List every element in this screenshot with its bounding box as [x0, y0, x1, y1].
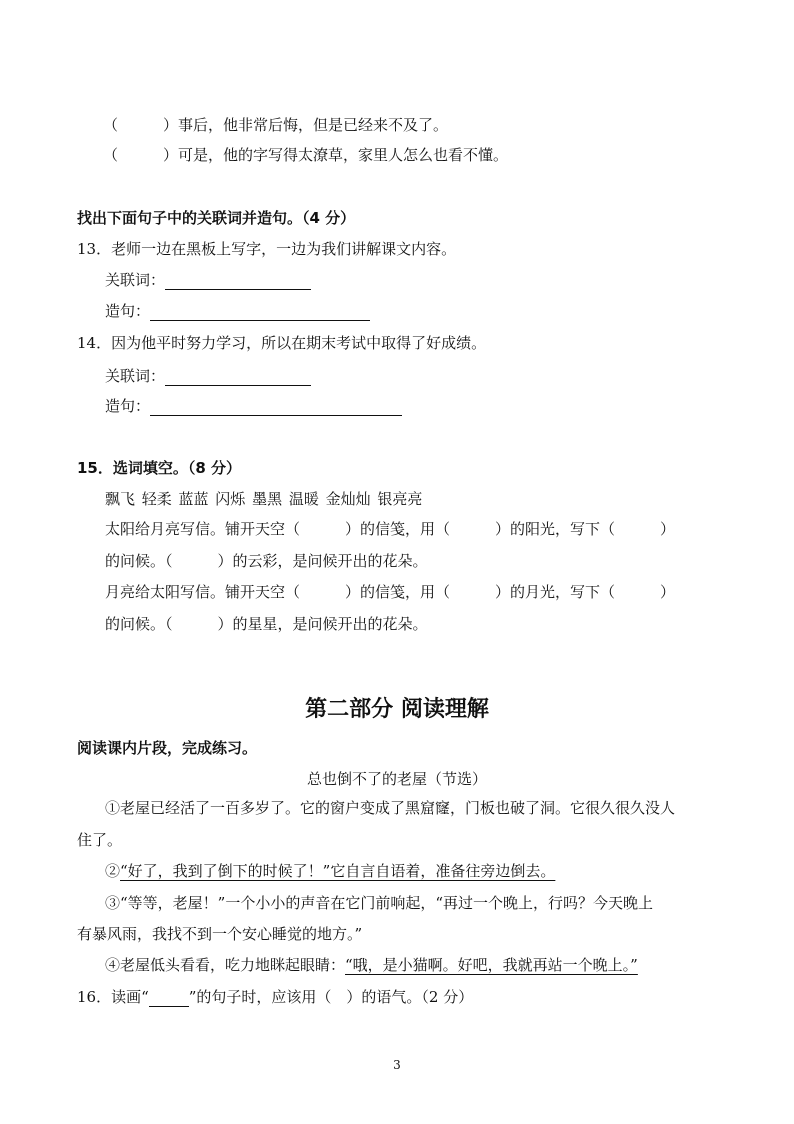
question-15-heading: 15．选词填空。（8 分） — [77, 459, 242, 477]
conj-label: 关联词： — [105, 271, 166, 289]
q15-word-bank: 飘飞 轻柔 蓝蓝 闪烁 墨黑 温暖 金灿灿 银亮亮 — [105, 490, 423, 508]
q15-line2: 的问候。（ ）的云彩，是问候开出的花朵。 — [105, 552, 428, 570]
paragraph-1b: 住了。 — [77, 831, 123, 849]
sentence-blank[interactable] — [150, 399, 402, 416]
q16-text-a: 16．读画“ — [77, 988, 149, 1006]
p2-underlined-sentence: “好了，我到了倒下的时候了！”它自言自语着，准备往旁边倒去。 — [120, 862, 556, 880]
q15-line1: 太阳给月亮写信。铺开天空（ ）的信笺，用（ ）的阳光，写下（ ） — [105, 520, 676, 538]
p4-underlined-sentence: “哦，是小猫啊。好吧，我就再站一个晚上。” — [345, 956, 638, 974]
p2-number: ② — [105, 862, 121, 880]
question-16 — [77, 987, 473, 1007]
paragraph-1a: ①老屋已经活了一百多岁了。它的窗户变成了黑窟窿，门板也破了洞。它很久很久没人 — [105, 799, 676, 817]
q15-line4: 的问候。（ ）的星星，是问候开出的花朵。 — [105, 615, 428, 633]
paragraph-3b: 有暴风雨，我找不到一个安心睡觉的地方。” — [77, 925, 363, 943]
q13-conj-row — [105, 270, 311, 290]
conj-label: 关联词： — [105, 367, 166, 385]
part2-title: 第二部分 阅读理解 — [305, 697, 489, 722]
section-find-heading: 找出下面句子中的关联词并造句。（4 分） — [77, 209, 356, 227]
question-14: 14．因为他平时努力学习，所以在期末考试中取得了好成绩。 — [77, 334, 487, 352]
sentence-label: 造句： — [105, 397, 151, 415]
q16-text-b: ”的句子时，应该用（ ）的语气。（2 分） — [188, 988, 474, 1006]
q13-sentence-row — [105, 301, 370, 321]
q14-conj-row — [105, 366, 311, 386]
paragraph-3a: ③“等等，老屋！”一个小小的声音在它门前响起，“再过一个晚上，行吗？今天晚上 — [105, 894, 654, 912]
q15-line3: 月亮给太阳写信。铺开天空（ ）的信笺，用（ ）的月光，写下（ ） — [105, 583, 676, 601]
question-13: 13．老师一边在黑板上写字，一边为我们讲解课文内容。 — [77, 240, 457, 258]
passage-title: 总也倒不了的老屋（节选） — [306, 770, 487, 788]
reading-instruction: 阅读课内片段，完成练习。 — [77, 739, 258, 757]
paragraph-2 — [105, 861, 555, 881]
conj-blank[interactable] — [165, 273, 311, 290]
q16-underline-marker — [149, 990, 189, 1007]
conj-blank[interactable] — [165, 369, 311, 386]
q12-line1: （ ）事后，他非常后悔，但是已经来不及了。 — [103, 116, 449, 134]
sentence-label: 造句： — [105, 302, 151, 320]
sentence-blank[interactable] — [150, 304, 370, 321]
paragraph-4 — [105, 955, 638, 975]
q12-line2: （ ）可是，他的字写得太潦草，家里人怎么也看不懂。 — [103, 146, 509, 164]
p4-text: ④老屋低头看看，吃力地眯起眼睛： — [105, 956, 346, 974]
page-number: 3 — [393, 1058, 401, 1072]
q14-sentence-row — [105, 396, 402, 416]
